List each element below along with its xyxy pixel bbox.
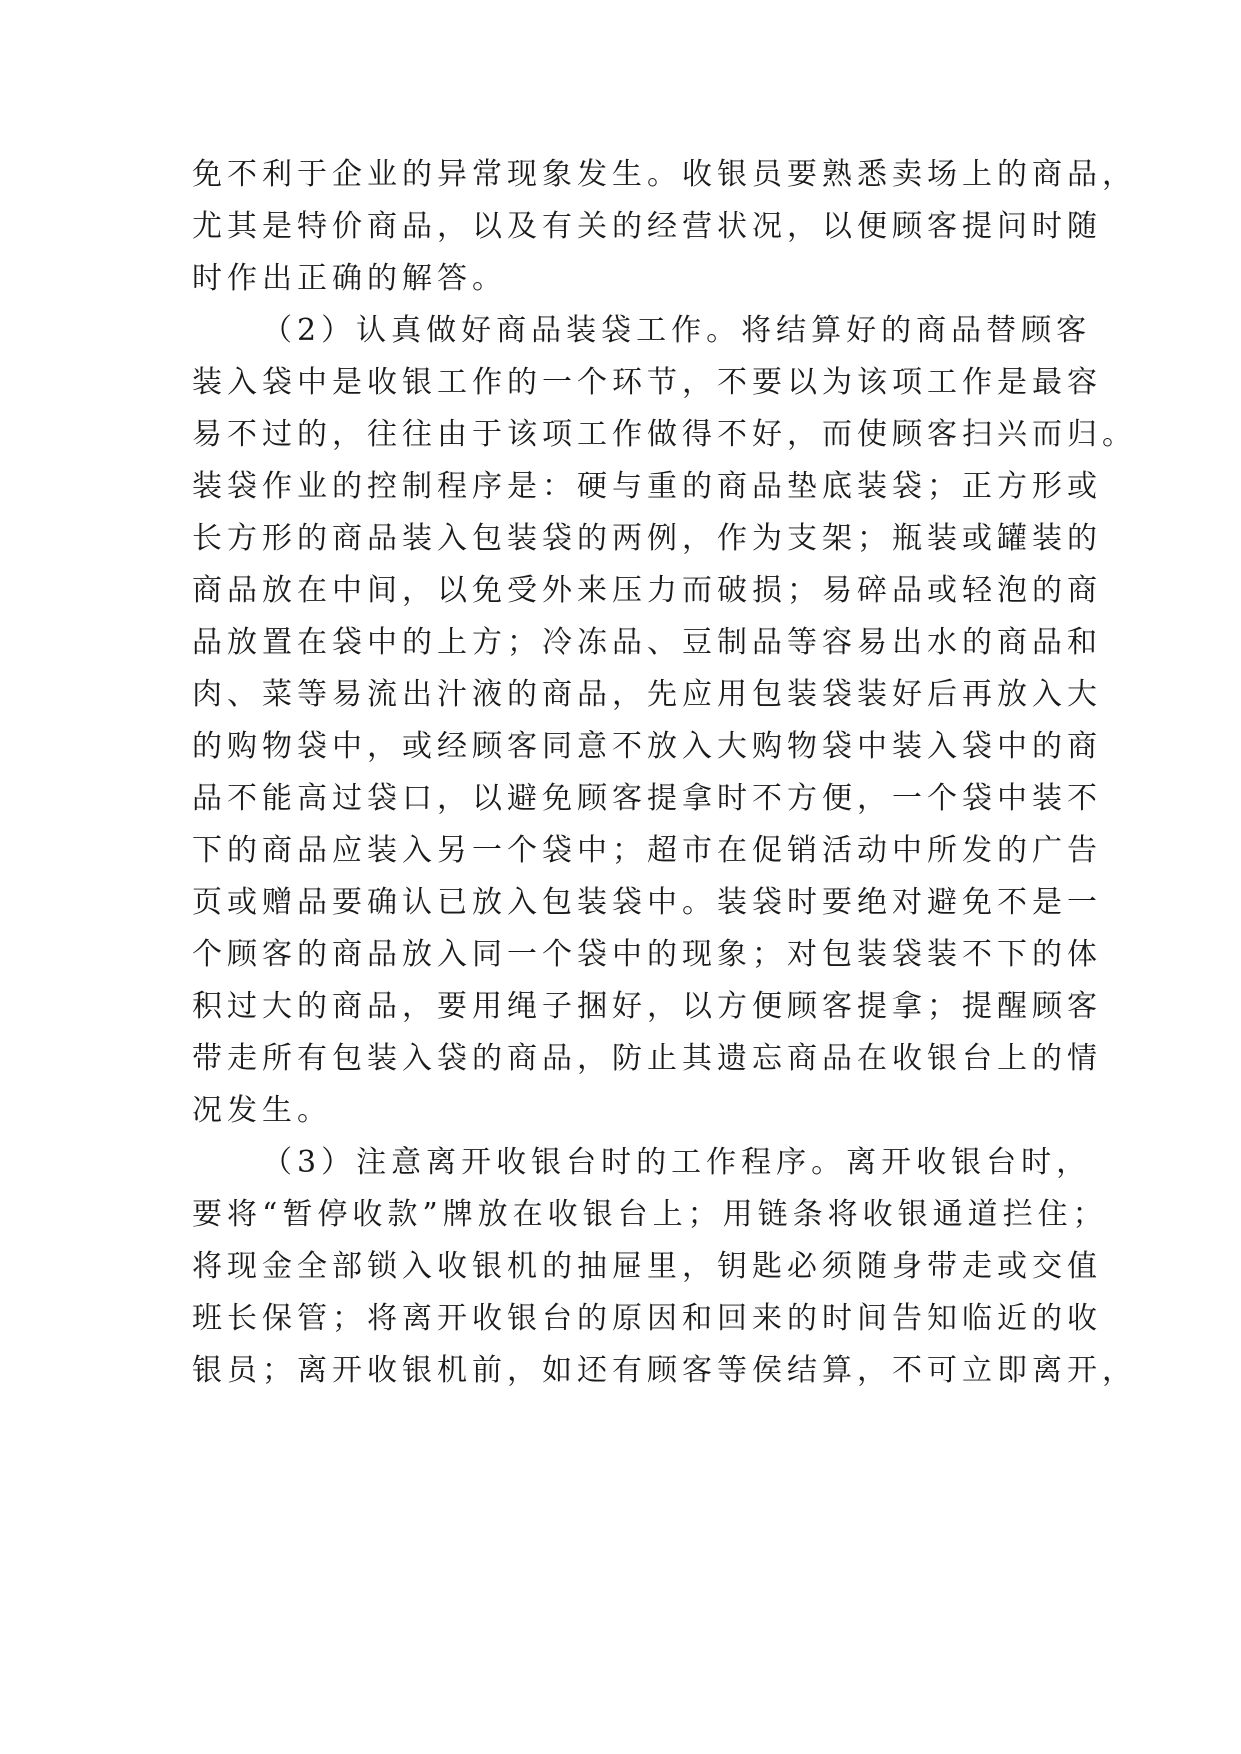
paragraph-line: 银员；离开收银机前，如还有顾客等侯结算，不可立即离开， xyxy=(192,1353,1137,1388)
paragraph-line: 品不能高过袋口，以避免顾客提拿时不方便，一个袋中装不 xyxy=(192,781,1102,816)
paragraph-line: 装袋作业的控制程序是：硬与重的商品垫底装袋；正方形或 xyxy=(192,469,1102,504)
paragraph-line: 免不利于企业的异常现象发生。收银员要熟悉卖场上的商品， xyxy=(192,157,1137,192)
paragraph-3-first-line: （3）注意离开收银台时的工作程序。离开收银台时， xyxy=(262,1145,1092,1180)
paragraph-line: 下的商品应装入另一个袋中；超市在促销活动中所发的广告 xyxy=(192,833,1102,868)
paragraph-line: 个顾客的商品放入同一个袋中的现象；对包装袋装不下的体 xyxy=(192,937,1102,972)
paragraph-line: 商品放在中间，以免受外来压力而破损；易碎品或轻泡的商 xyxy=(192,573,1102,608)
paragraph-line: 的购物袋中，或经顾客同意不放入大购物袋中装入袋中的商 xyxy=(192,729,1102,764)
paragraph-line: 尤其是特价商品，以及有关的经营状况，以便顾客提问时随 xyxy=(192,209,1102,244)
paragraph-line: 况发生。 xyxy=(192,1093,332,1128)
paragraph-line: 易不过的，往往由于该项工作做得不好，而使顾客扫兴而归。 xyxy=(192,417,1137,452)
paragraph-line: 装入袋中是收银工作的一个环节，不要以为该项工作是最容 xyxy=(192,365,1102,400)
paragraph-line: 长方形的商品装入包装袋的两例，作为支架；瓶装或罐装的 xyxy=(192,521,1102,556)
paragraph-2-first-line: （2）认真做好商品装袋工作。将结算好的商品替顾客 xyxy=(262,313,1092,348)
paragraph-line: 品放置在袋中的上方；冷冻品、豆制品等容易出水的商品和 xyxy=(192,625,1102,660)
paragraph-line: 积过大的商品，要用绳子捆好，以方便顾客提拿；提醒顾客 xyxy=(192,989,1102,1024)
paragraph-line: 肉、菜等易流出汁液的商品，先应用包装袋装好后再放入大 xyxy=(192,677,1102,712)
paragraph-line: 要将“暂停收款”牌放在收银台上；用链条将收银通道拦住； xyxy=(192,1197,1108,1232)
paragraph-line: 将现金全部锁入收银机的抽屉里，钥匙必须随身带走或交值 xyxy=(192,1249,1102,1284)
paragraph-line: 时作出正确的解答。 xyxy=(192,261,507,296)
paragraph-line: 班长保管；将离开收银台的原因和回来的时间告知临近的收 xyxy=(192,1301,1102,1336)
paragraph-line: 带走所有包装入袋的商品，防止其遗忘商品在收银台上的情 xyxy=(192,1041,1102,1076)
paragraph-line: 页或赠品要确认已放入包装袋中。装袋时要绝对避免不是一 xyxy=(192,885,1102,920)
